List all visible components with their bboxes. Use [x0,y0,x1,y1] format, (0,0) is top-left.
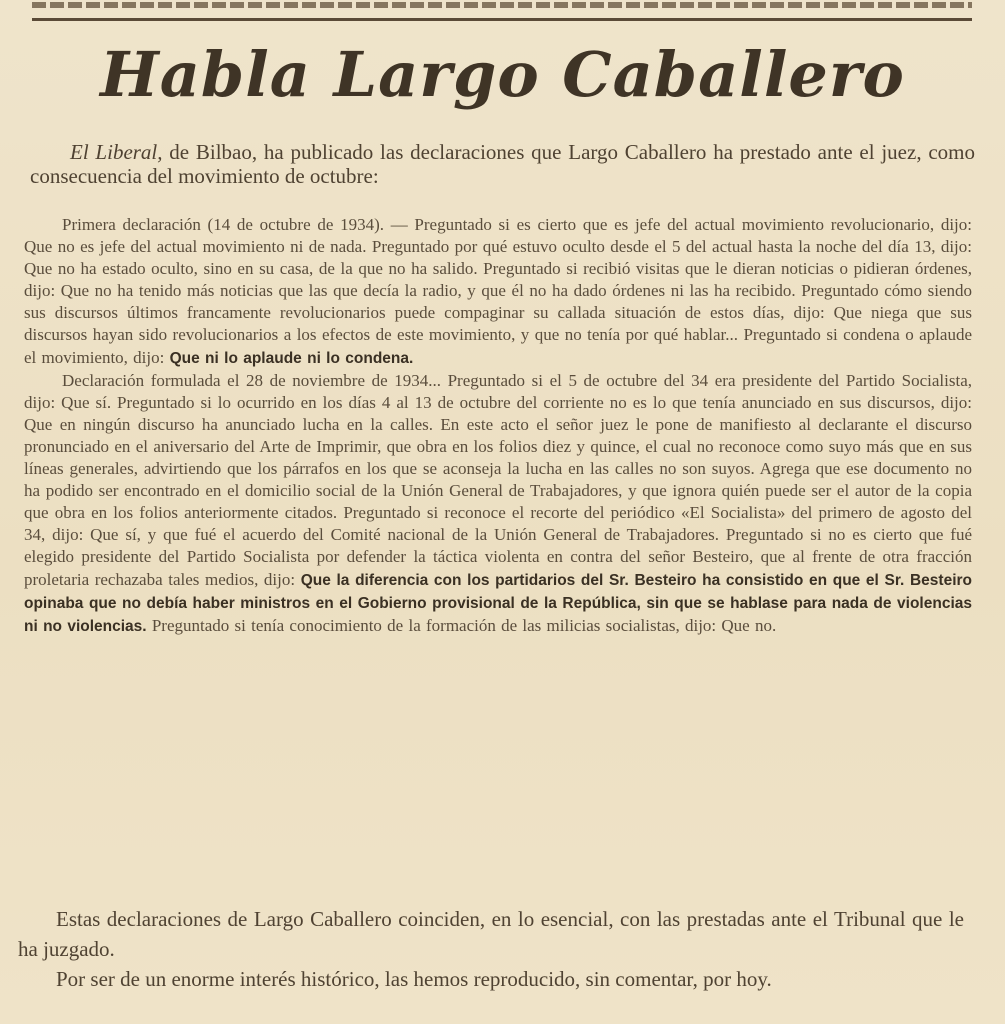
decorative-top-border [32,0,972,21]
first-declaration-text: Primera declaración (14 de octubre de 1934). — Preguntado si es cierto que es jefe del actual movimiento revolucionario, dijo: Que no es jefe del actual movimiento ni de nada. Preguntado por qué estuvo oculto desde el 5 del actual hasta la noche del día 13, dijo: Que no ha estado oculto, sino en su casa, de la que no ha salido. Preguntado si recibió visitas que le dieran noticias o pidieran órdenes, dijo: Que no ha tenido más noticias que las que decía la radio, y que él no ha dado órdenes ni las ha recibido. Preguntado cómo siendo sus discursos últimos francamente revolucionarios puede compaginar su callada situación de estos días, dijo: Que niega que sus discursos hayan sido revolucionarios a los efectos de este movimiento, y que no tenía por qué hablar... Preguntado si condena o aplaude el movimiento, dijo: [24,215,972,367]
declarations-block [24,214,972,638]
closing-block [18,904,964,994]
closing-paragraph-1: Estas declaraciones de Largo Caballero coinciden, en lo esencial, con las prestadas ante el Tribunal que le ha juzgado. [18,907,964,961]
first-declaration-bold: Que ni lo aplaude ni lo condena. [169,349,414,367]
second-declaration-paragraph [24,370,972,638]
publication-name: El Liberal, [70,140,163,164]
second-declaration-bold: Que la diferencia con los partidarios del Sr. Besteiro ha consistido en que el Sr. Besteiro opinaba que no debía haber ministros en el Gobierno provisional de la República, sin que se hablase para nada de violencias ni no violencias. [24,571,972,635]
second-declaration-text: Declaración formulada el 28 de noviembre de 1934... Preguntado si el 5 de octubre del 34 era presidente del Partido Socialista, dijo: Que sí. Preguntado si lo ocurrido en los días 4 al 13 de octubre del corriente no es lo que tenía anunciado en sus discursos, dijo: Que en ningún discurso ha anunciado lucha en la calles. En este acto el señor juez le pone de manifiesto al declarante el discurso pronunciado en el aniversario del Arte de Imprimir, que obra en los folios diez y quince, el cual no reconoce como suyo más que en sus líneas generales, advirtiendo que los párrafos en los que se aconseja la lucha en las calles no son suyos. Agrega que ese documento no ha podido ser encontrado en el domicilio social de la Unión General de Trabajadores, y que ignora quién puede ser el autor de la copia que obra en los folios anteriormente citados. Preguntado si reconoce el recorte del periódico «El Socialista» del primero de agosto del 34, dijo: Que sí, y que fué el acuerdo del Comité nacional de la Unión General de Trabajadores. Preguntado si no es cierto que fué elegido presidente del Partido Socialista por defender la táctica violenta en contra del señor Besteiro, que al frente de otra fracción proletaria rechazaba tales medios, dijo: [24,370,972,589]
first-declaration-paragraph [24,214,972,370]
lead-paragraph [30,140,975,188]
second-declaration-tail: Preguntado si tenía conocimiento de la formación de las milicias socialistas, dijo: Que no. [146,615,777,635]
lead-text: de Bilbao, ha publicado las declaraciones que Largo Caballero ha prestado ante el juez, como consecuencia del movimiento de octubre: [30,140,975,188]
article-title: Habla Largo Caballero [100,38,905,111]
closing-paragraph-2: Por ser de un enorme interés histórico, las hemos reproducido, sin comentar, por hoy. [56,967,772,991]
